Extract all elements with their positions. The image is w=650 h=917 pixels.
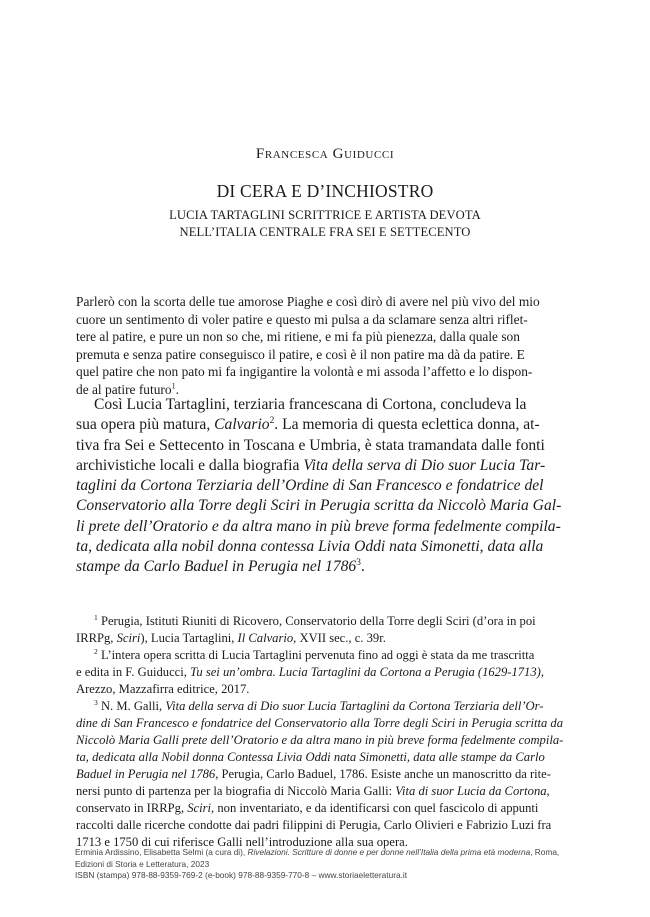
work-title: Vita della serva di Dio suor Lucia Tar- bbox=[303, 456, 546, 474]
footnote-line bbox=[76, 630, 564, 647]
footnote-text: Il Calvario bbox=[237, 631, 294, 645]
footnote-ref[interactable]: 1 bbox=[171, 381, 176, 391]
body-line: Conservatorio alla Torre degli Sciri in Perugia scritta da Niccolò Maria Gal- bbox=[76, 497, 562, 515]
footer-text: Erminia Ardissino, Elisabetta Selmi (a cura di), bbox=[75, 847, 248, 857]
footnote-text: IRRPg, bbox=[76, 631, 117, 645]
body-line bbox=[76, 456, 564, 476]
footnote-line bbox=[76, 800, 564, 817]
chapter-title: DI CERA E D’INCHIOSTRO bbox=[216, 181, 434, 201]
author-name: Francesca Guiducci bbox=[255, 146, 395, 162]
footnote-number: 3 bbox=[94, 697, 98, 707]
footnote-text: , Perugia, Carlo Baduel, 1786. Esiste anche un manoscritto da rite- bbox=[215, 767, 551, 781]
footnote-line: Arezzo, Mazzafirra editrice, 2017. bbox=[76, 682, 250, 696]
footnote-3 bbox=[76, 698, 564, 851]
footnote-text: Perugia, Istituti Riuniti di Ricovero, Conservatorio della Torre degli Sciri (d’ora in poi bbox=[100, 614, 536, 628]
work-title: Calvario bbox=[214, 416, 270, 434]
body-line: ta, dedicata alla nobil donna contessa Livia Oddi nata Simonetti, data alla bbox=[76, 538, 544, 556]
footnote-text: , non inventariato, e da identificarsi con quel fascicolo di appunti bbox=[211, 801, 539, 815]
body-line: li prete dell’Oratorio e da altra mano in più breve forma fedelmente compila- bbox=[76, 517, 561, 535]
footer-line bbox=[75, 847, 575, 859]
chapter-subtitle bbox=[0, 207, 650, 241]
work-title: stampe da Carlo Baduel in Perugia nel 1786 bbox=[76, 558, 357, 576]
body-paragraph bbox=[76, 395, 564, 578]
footnote-number: 1 bbox=[94, 612, 98, 622]
body-line: taglini da Cortona Terziaria dell’Ordine di San Francesco e fondatrice del bbox=[76, 477, 544, 495]
footnote-text: L’intera opera scritta di Lucia Tartaglini pervenuta fino ad oggi è stata da me trascritta bbox=[100, 648, 535, 662]
footnote-line bbox=[76, 698, 564, 715]
epigraph-line: quel patire che non pato mi fa ingigantire la volontà e mi assoda l’affetto e lo dispon- bbox=[76, 364, 533, 380]
footnote-line bbox=[76, 783, 564, 800]
body-text: . La memoria di questa eclettica donna, at- bbox=[274, 416, 540, 434]
epigraph-text: de al patire futuro bbox=[76, 381, 172, 397]
footnote-line bbox=[76, 647, 564, 664]
footnote-ref[interactable]: 3 bbox=[356, 558, 361, 569]
footer-line: ISBN (stampa) 978-88-9359-769-2 (e-book) 978-88-9359-770-8 – www.storiaeletteratura.it bbox=[75, 870, 408, 881]
footnote-line bbox=[76, 613, 564, 630]
footnote-ref[interactable]: 2 bbox=[269, 416, 275, 427]
publication-footer bbox=[75, 847, 575, 882]
epigraph-line: Parlerò con la scorta delle tue amorose Piaghe e così dirò di avere nel più vivo del mio bbox=[76, 294, 540, 309]
footer-text: Rivelazioni. Scritture di donne e per donne nell’Italia della prima età moderna bbox=[247, 847, 531, 857]
body-line: tiva fra Sei e Settecento in Toscana e Umbria, è stata tramandata dalle fonti bbox=[76, 436, 545, 454]
epigraph bbox=[76, 293, 564, 399]
footnote-text: ), Lucia Tartaglini, bbox=[140, 631, 238, 645]
epigraph-text: . bbox=[175, 381, 179, 397]
footnote-line: Niccolò Maria Galli prete dell’Oratorio e da altra mano in più breve forma fedelmente compila- bbox=[76, 733, 564, 747]
footnote-2 bbox=[76, 647, 564, 698]
body-text: sua opera più matura, bbox=[76, 416, 215, 434]
body-line bbox=[76, 557, 564, 577]
footnote-line: raccolti dalle ricerche condotte dai padri filippini di Perugia, Carlo Olivieri e Fabrizio Luzi fra bbox=[76, 818, 552, 832]
footnote-line bbox=[76, 766, 564, 783]
footnote-line: dine di San Francesco e fondatrice del Conservatorio alla Torre degli Sciri in Perugia scritta da bbox=[76, 716, 564, 730]
footnote-1 bbox=[76, 613, 564, 647]
epigraph-line: premuta e senza patire conseguisco il patire, e così è il non patire ma dà da patire. E bbox=[76, 346, 525, 362]
footnote-number: 2 bbox=[94, 646, 98, 656]
footer-line: Edizioni di Storia e Letteratura, 2023 bbox=[75, 858, 210, 869]
footnote-text: Vita di suor Lucia da Cortona bbox=[395, 784, 547, 798]
footnote-text: Tu sei un’ombra. Lucia Tartaglini da Cortona a Perugia (1629-1713) bbox=[190, 665, 541, 679]
subtitle-line: NELL’ITALIA CENTRALE FRA SEI E SETTECENTO bbox=[179, 225, 471, 239]
footnote-line bbox=[76, 664, 564, 681]
footnote-text: Sciri bbox=[116, 631, 141, 645]
epigraph-line: cuore un sentimento di voler patire e questo mi pulsa a da sclamare senza altri riflet- bbox=[76, 311, 528, 327]
footnote-text: , bbox=[540, 665, 544, 679]
footnote-line: ta, dedicata alla Nobil donna Contessa Livia Oddi nata Simonetti, data alle stampe da Carlo bbox=[76, 750, 545, 764]
footnote-text: Vita della serva di Dio suor Lucia Tartaglini da Cortona Terziaria dell’Or- bbox=[165, 699, 544, 713]
footer-text: , Roma, bbox=[530, 847, 560, 857]
body-text: . bbox=[360, 558, 365, 576]
footnote-text: Baduel in Perugia nel 1786 bbox=[76, 767, 216, 781]
subtitle-line: LUCIA TARTAGLINI SCRITTRICE E ARTISTA DEVOTA bbox=[169, 208, 481, 222]
footnote-line: 1713 e 1750 di cui riferisce Galli nell’introduzione alla sua opera. bbox=[76, 835, 408, 849]
body-line bbox=[76, 415, 564, 435]
footnote-text: nersi punto di partenza per la biografia di Niccolò Maria Galli: bbox=[76, 784, 396, 798]
footnote-text: , XVII sec., c. 39r. bbox=[293, 631, 386, 645]
epigraph-line: tere al patire, e pure un non so che, mi ritiene, e mi fa più pienezza, dalla quale son bbox=[76, 329, 520, 345]
footnote-text: Sciri bbox=[187, 801, 212, 815]
footnote-text: conservato in IRRPg, bbox=[76, 801, 188, 815]
footnote-text: N. M. Galli, bbox=[100, 699, 166, 713]
footnote-text: e edita in F. Guiducci, bbox=[76, 665, 191, 679]
body-line: Così Lucia Tartaglini, terziaria francescana di Cortona, concludeva la bbox=[94, 396, 527, 413]
footnote-text: , bbox=[546, 784, 550, 798]
body-text: archivistiche locali e dalla biografia bbox=[76, 456, 304, 474]
